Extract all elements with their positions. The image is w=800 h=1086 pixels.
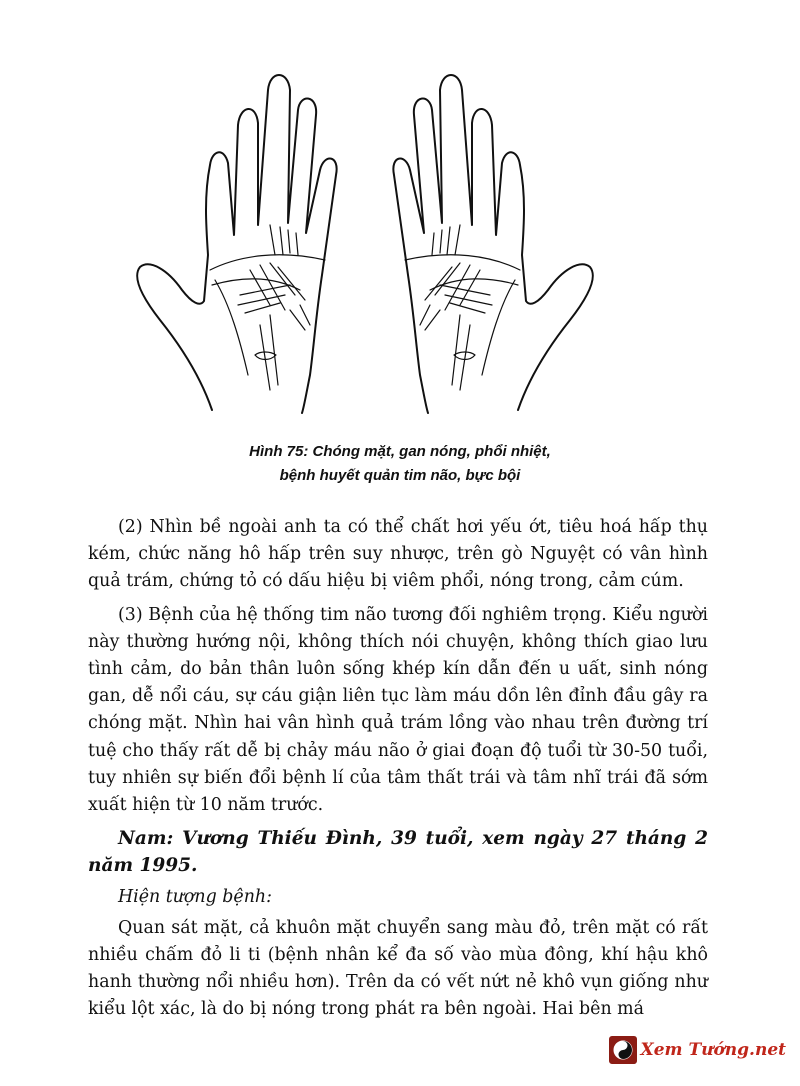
left-hand-outline [137,75,336,413]
observation-paragraph: Quan sát mặt, cả khuôn mặt chuyển sang màu đỏ, trên mặt có rất nhiều chấm đỏ li ti (bệnh nhân kể đa số vào mùa đông, khí hậu khô hanh thường nổi nhiều hơn). Trên da có vết nứt nẻ khô vụn giống như kiểu lột xác, là do bị nóng trong phát ra bên ngoài. Hai bên má [88,917,708,1020]
right-hand-outline [393,75,592,413]
section-label: Hiện tượng bệnh: [118,886,272,907]
page-body [88,514,708,1028]
watermark-text: Xem Tướng.net [640,1040,786,1060]
caption-line-2: bệnh huyết quản tim não, bực bội [279,467,521,484]
right-hand-lines [405,225,520,390]
paragraph-3: (3) Bệnh của hệ thống tim não tương đối nghiêm trọng. Kiểu người này thường hướng nội, không thích nói chuyện, không thích giao lưu tình cảm, do bản thân luôn sống khép kín dẫn đến u uất, sinh nóng gan, dễ nổi cáu, sự cáu giận liên tục làm máu dồn lên đỉnh đầu gây ra chóng mặt. Nhìn hai vân hình quả trám lồng vào nhau trên đường trí tuệ cho thấy rất dễ bị chảy máu não ở giai đoạn độ tuổi từ 30-50 tuổi, tuy nhiên sự biến đổi bệnh lí của tâm thất trái và tâm nhĩ trái đã sớm xuất hiện từ 10 năm trước. [88,604,708,816]
site-watermark [609,1036,786,1064]
palm-illustration [120,55,660,430]
case-heading: Nam: Vương Thiếu Đình, 39 tuổi, xem ngày 27 tháng 2 năm 1995. [88,828,708,877]
palm-drawing [120,55,660,430]
yin-yang-icon [609,1036,637,1064]
left-hand-lines [210,225,325,390]
caption-line-1: Hình 75: Chóng mặt, gan nóng, phổi nhiệt, [249,443,551,460]
paragraph-2: (2) Nhìn bề ngoài anh ta có thể chất hơi yếu ớt, tiêu hoá hấp thụ kém, chức năng hô hấp trên suy nhược, trên gò Nguyệt có vân hình quả trám, chứng tỏ có dấu hiệu bị viêm phổi, nóng trong, cảm cúm. [88,517,708,592]
figure-caption [0,440,800,488]
